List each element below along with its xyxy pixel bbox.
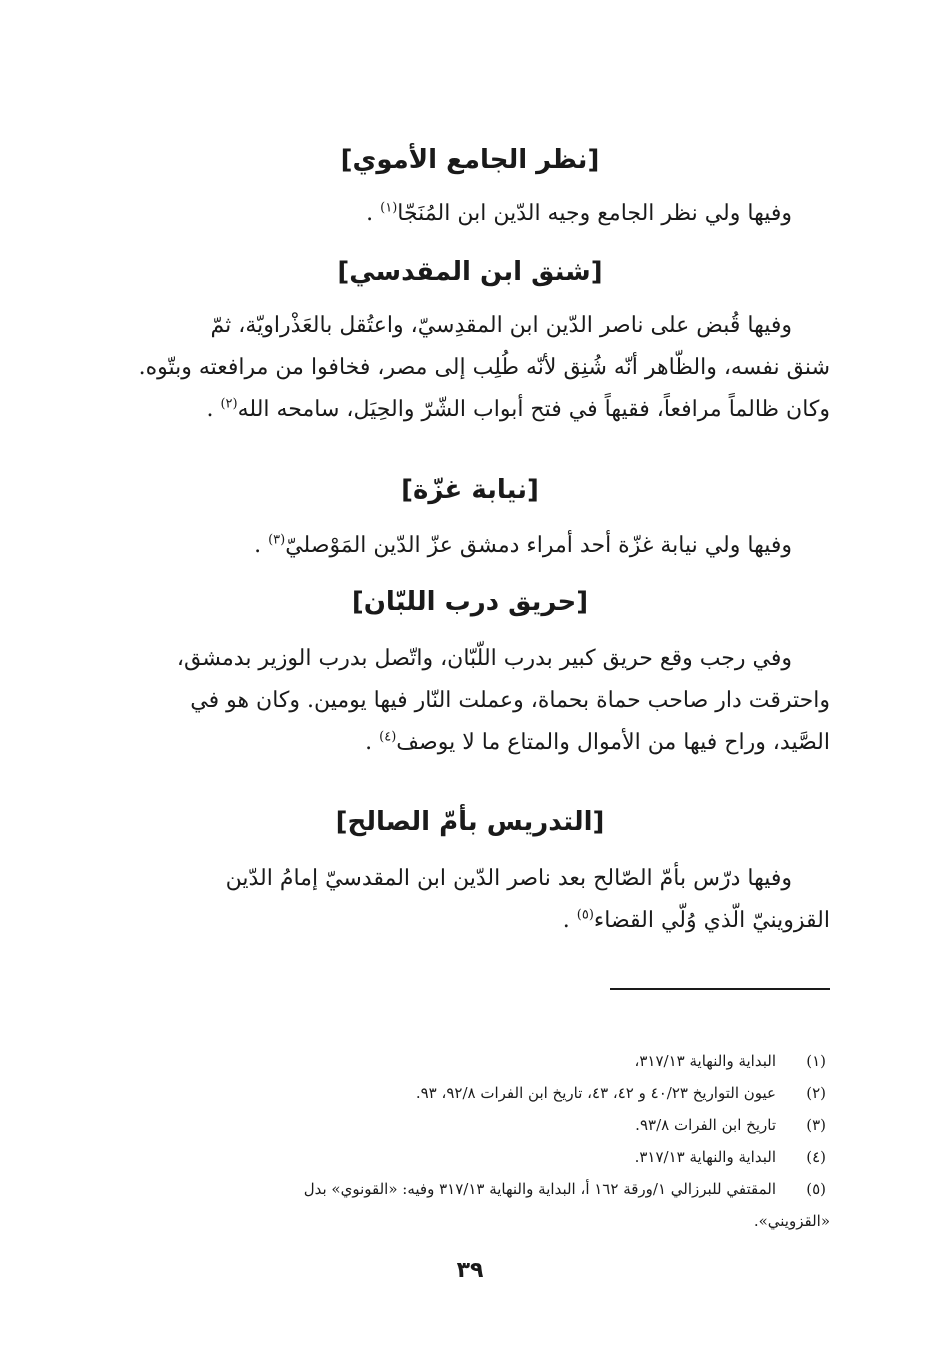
paragraph-line: القزوينيّ الّذي وُلّي القضاء: [593, 908, 830, 933]
footnote-ref: (٢): [220, 396, 238, 412]
footnote-number: (٤): [806, 1148, 826, 1166]
footnote-item: [110, 1077, 830, 1109]
paragraph-end: .: [206, 397, 221, 422]
paragraph-line: الصَّيد، وراح فيها من الأموال والمتاع ما لا يوصف: [396, 730, 830, 755]
footnote-text: تاريخ ابن الفرات ٩٣/٨.: [635, 1116, 776, 1134]
footnote-separator: [610, 988, 830, 990]
section-paragraph-fire: [110, 638, 830, 764]
footnote-item: [110, 1173, 830, 1205]
section-paragraph-teaching: [110, 858, 830, 942]
page-number: ٣٩: [456, 1258, 484, 1283]
paragraph-end: .: [254, 533, 269, 558]
footnote-ref: (٥): [576, 907, 594, 923]
footnote-ref: (٤): [379, 729, 397, 745]
section-heading-umayyad-mosque: [نظر الجامع الأموي]: [340, 145, 600, 175]
footnote-text: البداية والنهاية ٣١٧/١٣.: [634, 1148, 776, 1166]
footnote-text: المقتفي للبرزالي ١/ورقة ١٦٢ أ، البداية والنهاية ٣١٧/١٣ وفيه: «القونوي» بدل: [303, 1180, 776, 1198]
paragraph-end: .: [562, 908, 577, 933]
section-paragraph-gaza: [110, 525, 830, 567]
footnote-number: (٢): [806, 1084, 826, 1102]
paragraph-line: وفيها ولي نظر الجامع وجيه الدّين ابن المُنَجّا: [397, 201, 792, 226]
section-paragraph-ibn-maqdisi: [110, 305, 830, 431]
footnote-text: البداية والنهاية ٣١٧/١٣،: [634, 1052, 776, 1070]
paragraph-line: وفيها قُبض على ناصر الدّين ابن المقدِسيّ، واعتُقل بالعَذْراويّة، ثمّ: [210, 313, 792, 338]
footnote-ref: (٣): [268, 532, 286, 548]
footnote-continuation: «القزويني».: [753, 1212, 830, 1230]
footnote-text: عيون التواريخ ٤٠/٢٣ و ٤٢، ٤٣، تاريخ ابن الفرات ٩٢/٨، ٩٣.: [415, 1084, 776, 1102]
paragraph-line: واحترقت دار صاحب حماة بحماة، وعملت النّار فيها يومين. وكان هو في: [190, 688, 830, 713]
paragraph-line: وفي رجب وقع حريق كبير بدرب اللّبّان، واتّصل بدرب الوزير بدمشق،: [176, 646, 792, 671]
footnotes: [110, 1045, 830, 1237]
footnote-number: (١): [806, 1052, 826, 1070]
footnote-ref: (١): [380, 200, 398, 216]
footnote-item: [110, 1109, 830, 1141]
paragraph-line: وفيها ولي نيابة غزّة أحد أمراء دمشق عزّ الدّين المَوْصليّ: [285, 533, 792, 558]
section-heading-ibn-maqdisi: [شنق ابن المقدسي]: [337, 257, 603, 287]
section-heading-gaza: [نيابة غزّة]: [401, 475, 539, 505]
footnote-number: (٣): [806, 1116, 826, 1134]
paragraph-end: .: [365, 730, 380, 755]
paragraph-line: وكان ظالماً مرافعاً، فقيهاً في فتح أبواب الشّرّ والحِيَل، سامحه الله: [237, 397, 830, 422]
paragraph-end: .: [366, 201, 381, 226]
paragraph-line: وفيها درّس بأمّ الصّالح بعد ناصر الدّين ابن المقدسيّ إمامُ الدّين: [225, 866, 792, 891]
footnote-number: (٥): [806, 1180, 826, 1198]
footnote-item: [110, 1045, 830, 1077]
paragraph-line: شنق نفسه، والظّاهر أنّه شُنِق لأنّه طُلِب إلى مصر، فخافوا من مرافعته وبتّوه.: [138, 355, 830, 380]
section-heading-teaching: [التدريس بأمّ الصالح]: [335, 807, 605, 837]
section-heading-fire: [حريق درب اللبّان]: [351, 587, 589, 617]
footnote-item: [110, 1141, 830, 1173]
section-paragraph-umayyad-mosque: [110, 193, 830, 235]
